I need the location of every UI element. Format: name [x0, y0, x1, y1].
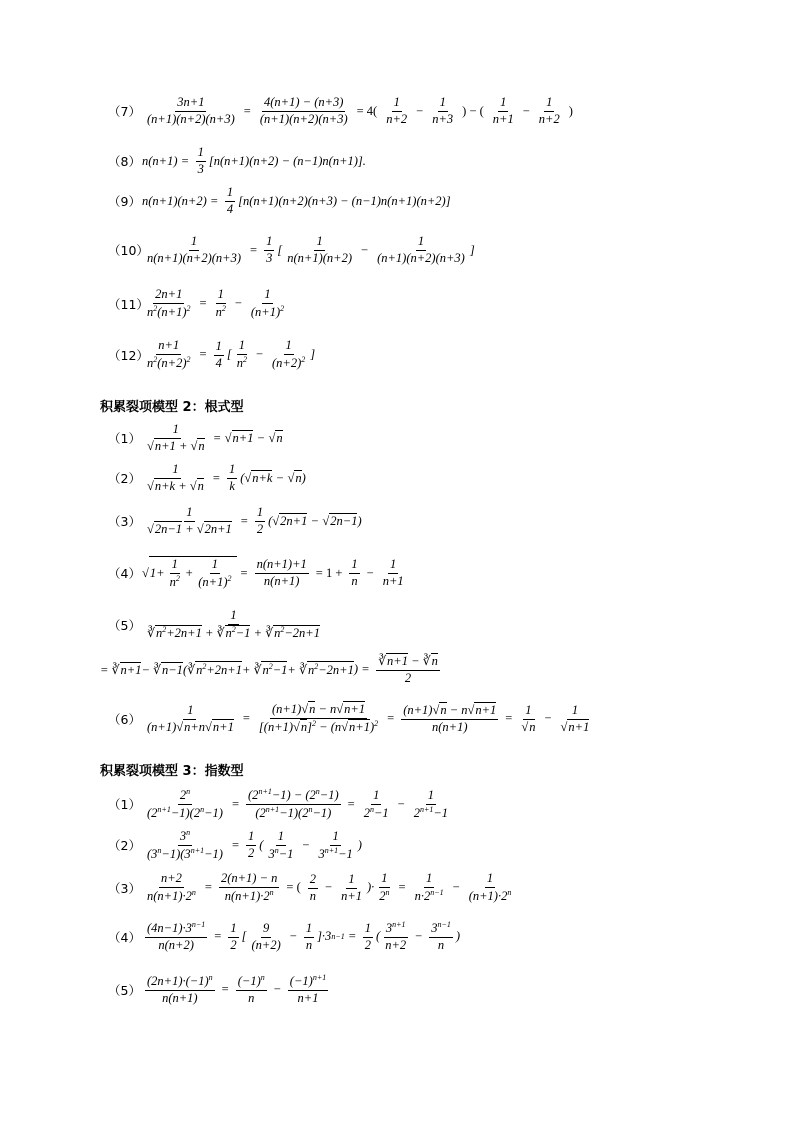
- exponent-formula-3: [108, 871, 516, 904]
- radical-formula-5: [108, 608, 325, 641]
- formula-expression: $\frac{2n+1}{n^2(n+1)^2}$ = $\frac{1}{n^2}$ − $\frac{1}{(n+1)^2}$: [147, 287, 285, 320]
- formula-number: （3）: [108, 880, 141, 896]
- section-heading: 积累裂项模型 2：根式型: [100, 400, 244, 415]
- exponent-formula-5: [108, 973, 331, 1006]
- formula-expression: n(n+1)(n+2) = $\frac{1}{4}$ [n(n+1)(n+2)(n+3) − (n−1)n(n+1)(n+2)]: [142, 185, 451, 216]
- formula-number: （2）: [108, 838, 141, 854]
- formula-number: （5）: [108, 982, 141, 998]
- formula-number: （10）: [108, 243, 149, 258]
- radical-formula-4: [108, 556, 409, 590]
- formula-number: （11）: [108, 296, 149, 312]
- exponent-formula-1: [108, 787, 453, 821]
- formula-number: （6）: [108, 711, 141, 727]
- formula-expression: $\frac{3n+1}{(n+1)(n+2)(n+3)}$ = $\frac{4(n+1) - (n+3)}{(n+1)(n+2)(n+3)}$ = 4( $\frac{1}{n+2}$ − $\frac{1}{n+3}$ ) − ( $\frac{1}{n+1}$ − $\frac{1}{n+2}$ ): [147, 95, 573, 126]
- formula-10: [108, 234, 475, 266]
- formula-11: [108, 287, 289, 320]
- formula-expression: √ 1+ $\frac{1}{n^2}$ + $\frac{1}{(n+1)^2}$ = $\frac{n(n+1)+1}{n(n+1)}$ = 1 + $\frac{1}{n}$ − $\frac{1}{n+1}$: [142, 557, 404, 590]
- formula-expression: $\frac{3^n}{(3^n-1)(3^{n+1}-1)}$ = $\frac{1}{2}$ ( $\frac{1}{3^n-1}$ − $\frac{1}{3^{n+1}-1}$ ): [147, 828, 362, 862]
- radical-formula-3: [108, 505, 362, 537]
- formula-number: （1）: [108, 797, 141, 813]
- exponent-formula-2: [108, 828, 362, 862]
- formula-number: （5）: [108, 617, 141, 633]
- formula-expression: $\frac{n+2}{n(n+1)\cdot 2^n}$ = $\frac{2(n+1) - n}{n(n+1)\cdot 2^n}$ = ( $\frac{2}{n}$ − $\frac{1}{n+1}$ )· $\frac{1}{2^n}$ = $\frac{1}{n\cdot 2^{n-1}}$ − $\frac{1}{(n+1)\cdot 2^n}$: [147, 871, 512, 904]
- formula-expression: $\frac{n+1}{n^2(n+2)^2}$ = $\frac{1}{4}$ [ $\frac{1}{n^2}$ − $\frac{1}{(n+2)^2}$ ]: [147, 338, 316, 371]
- radical-formula-6: [108, 702, 594, 735]
- formula-expression: $\frac{1}{√n+k + √n}$ = $\frac{1}{k}$ (√ n+k − √ n ): [147, 462, 306, 493]
- formula-number: （4）: [108, 566, 141, 582]
- formula-9: [108, 185, 451, 217]
- formula-number: （4）: [108, 929, 141, 945]
- formula-12: [108, 338, 315, 371]
- formula-expression: $\frac{1}{(n+1)√n+n√n+1}$ = $\frac{(n+1)√n - n√n+1}{[(n+1)√n]^2 - (n√n+1)^2}$ = $\frac{(n+1)√n - n√n+1}{n(n+1)}$ = $\frac{1}{√n}$ − $\frac{1}{√n+1}$: [147, 702, 590, 735]
- formula-expression: $\frac{1}{n(n+1)(n+2)(n+3)}$ = $\frac{1}{3}$ [ $\frac{1}{n(n+1)(n+2)}$ − $\frac{1}{(n+1)(n+2)(n+3)}$ ]: [147, 234, 475, 265]
- formula-number: （1）: [108, 431, 141, 446]
- formula-number: （7）: [108, 104, 141, 119]
- formula-expression: $\frac{1}{√n+1 + √n}$ = √ n+1 − √ n: [147, 422, 283, 453]
- radical-formula-5-continued: [100, 653, 443, 686]
- formula-expression: $\frac{(4n-1)\cdot 3^{n-1}}{n(n+2)}$ = $\frac{1}{2}$ [ $\frac{9}{(n+2)}$ − $\frac{1}{n}$ ]·3 n−1 = $\frac{1}{2}$ ( $\frac{3^{n+1}}{n+2}$ − $\frac{3^{n-1}}{n}$ ): [147, 920, 461, 953]
- formula-expression: = ∛ n+1 − ∛ n−1 (∛ $n^2+2n+1$ + ∛ $n^2-1$ + ∛ $n^2-2n+1$ ) = $\frac{∛n+1 - ∛n}{2}$: [100, 654, 438, 685]
- radical-formula-1: [108, 422, 283, 454]
- section-heading: 积累裂项模型 3：指数型: [100, 764, 244, 779]
- formula-expression: $\frac{2^n}{(2^{n+1}-1)(2^n-1)}$ = $\frac{(2^{n+1}-1) - (2^n-1)}{(2^{n+1}-1)(2^n-1)}$ = $\frac{1}{2^n-1}$ − $\frac{1}{2^{n+1}-1}$: [147, 787, 449, 821]
- exponent-formula-4: [108, 920, 460, 953]
- formula-number: （3）: [108, 514, 141, 529]
- formula-7: [108, 95, 577, 127]
- formula-expression: $\frac{1}{∛n^2+2n+1 + ∛n^2-1 + ∛n^2-2n+1}$: [147, 608, 320, 641]
- formula-expression: $\frac{1}{√2n-1 + √2n+1}$ = $\frac{1}{2}$ (√ 2n+1 − √ 2n−1 ): [147, 505, 362, 536]
- formula-number: （2）: [108, 471, 141, 486]
- formula-expression: n(n+1) = $\frac{1}{3}$ [n(n+1)(n+2) − (n−1)n(n+1)].: [142, 145, 366, 176]
- formula-number: （8）: [108, 154, 141, 169]
- formula-number: （12）: [108, 347, 149, 363]
- formula-number: （9）: [108, 194, 141, 209]
- formula-expression: $\frac{(2n+1)\cdot(-1)^n}{n(n+1)}$ = $\frac{(-1)^n}{n}$ − $\frac{(-1)^{n+1}}{n+1}$: [147, 973, 327, 1006]
- radical-formula-2: [108, 462, 306, 494]
- formula-8: [108, 145, 366, 177]
